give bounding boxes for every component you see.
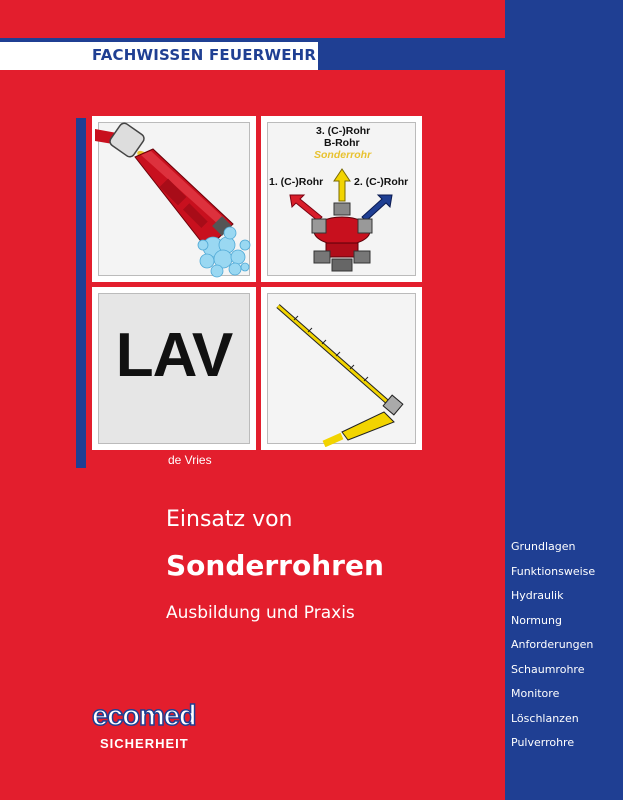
label-top1: 3. (C-)Rohr <box>316 125 371 137</box>
publisher-logo <box>92 700 242 752</box>
label-top2: B-Rohr <box>324 137 360 149</box>
label-top3: Sonderrohr <box>314 149 372 161</box>
title-line2: Sonderrohren <box>166 549 384 582</box>
publisher-sub: SICHERHEIT <box>100 736 189 751</box>
nozzle-foam-icon <box>95 119 253 279</box>
publisher-name: ecomed <box>92 700 196 732</box>
topic-item: Monitore <box>511 687 560 700</box>
label-right: 2. (C-)Rohr <box>354 176 409 188</box>
lance-icon <box>264 290 419 447</box>
illustration-tile-lav <box>92 287 256 450</box>
topic-item: Funktionsweise <box>511 564 596 578</box>
topic-item: Schaumrohre <box>511 662 585 676</box>
illustration-tile-nozzle <box>92 116 256 282</box>
author: de Vries <box>168 453 212 467</box>
left-blue-stripe <box>76 118 86 468</box>
illustration-tile-distributor <box>261 116 422 282</box>
topic-list <box>511 535 621 756</box>
topic-item: Pulverrohre <box>511 736 575 749</box>
topic-item: Grundlagen <box>511 540 576 553</box>
series-label: FACHWISSEN FEUERWEHR <box>92 46 317 64</box>
title-line1: Einsatz von <box>166 507 293 532</box>
lav-logo-text: LAV <box>115 321 233 390</box>
topic-item: Löschlanzen <box>511 711 579 725</box>
distributor-icon <box>264 119 419 279</box>
topic-item: Hydraulik <box>511 589 564 602</box>
subtitle: Ausbildung und Praxis <box>166 603 355 623</box>
topic-item: Normung <box>511 613 562 627</box>
label-left: 1. (C-)Rohr <box>269 176 324 188</box>
topic-item: Anforderungen <box>511 638 594 651</box>
illustration-tile-lance <box>261 287 422 450</box>
